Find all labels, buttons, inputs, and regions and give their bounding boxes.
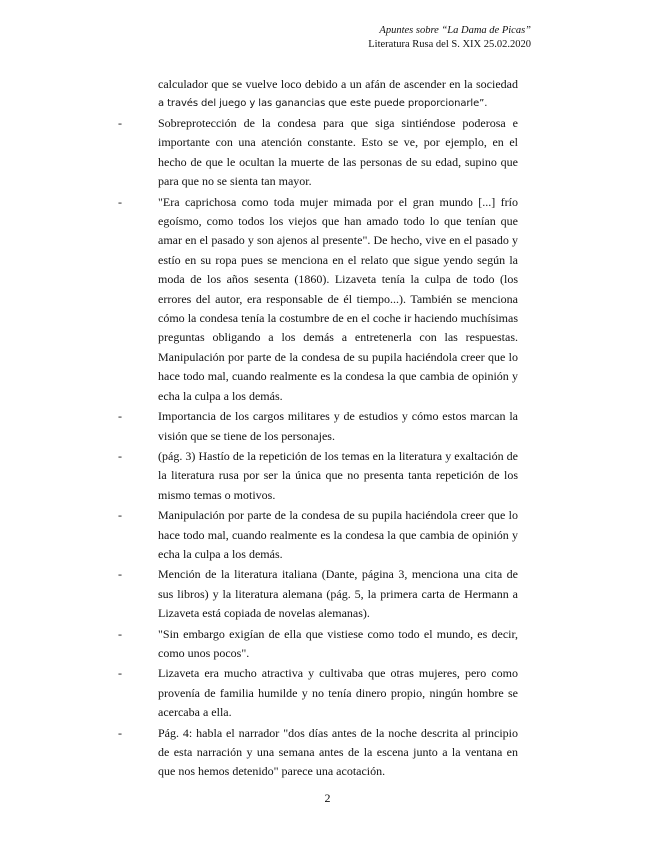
bullet-dash: - bbox=[118, 725, 122, 740]
list-item-text: Sobreprotección de la condesa para que siga sintiéndose poderosa e importante con una atención constante. Esto se ve, por ejemplo, en el hecho de que le ocultan la muerte de las personas de su edad, supino que para que no se sienta tan mayor. bbox=[158, 116, 518, 189]
continuation-text bbox=[158, 74, 518, 114]
header-title: Apuntes sobre “La Dama de Picas” bbox=[379, 25, 531, 36]
bullet-dash: - bbox=[118, 448, 122, 463]
bullet-dash: - bbox=[118, 194, 122, 209]
list-item bbox=[118, 193, 518, 406]
bullet-dash: - bbox=[118, 116, 122, 130]
continuation-line-1: calculador que se vuelve loco debido a un afán de ascender en la sociedad bbox=[158, 77, 518, 91]
list-item bbox=[118, 625, 518, 664]
list-item bbox=[118, 407, 518, 446]
list-item-text: "Sin embargo exigían de ella que vistiese como todo el mundo, es decir, como unos pocos". bbox=[158, 626, 518, 660]
page-number: 2 bbox=[324, 791, 331, 805]
bullet-dash: - bbox=[118, 567, 122, 582]
notes-list bbox=[118, 114, 518, 783]
list-item bbox=[118, 664, 518, 722]
list-item bbox=[118, 447, 518, 505]
list-item bbox=[118, 724, 518, 782]
page-header bbox=[368, 24, 531, 52]
list-item-text: Importancia de los cargos militares y de estudios y cómo estos marcan la visión que se tiene de los personajes. bbox=[158, 409, 518, 443]
list-item-text: Mención de la literatura italiana (Dante, página 3, menciona una cita de sus libros) y la literatura alemana (pág. 5, la primera carta de Hermann a Lizaveta está copiada de novelas alemanas). bbox=[158, 567, 518, 621]
bullet-dash: - bbox=[118, 666, 122, 681]
list-item-text: Pág. 4: habla el narrador "dos días antes de la noche descrita al principio de esta narración y una semana antes de la escena junto a la ventana en que nos hemos detenido" parece una acotación. bbox=[158, 725, 518, 779]
list-item-text: Manipulación por parte de la condesa de su pupila haciéndola creer que lo hace todo mal, cuando realmente es la condesa la que cambia de opinión y echa la culpa a los demás. bbox=[158, 508, 518, 561]
list-item bbox=[118, 565, 518, 623]
bullet-dash: - bbox=[118, 626, 122, 641]
bullet-dash: - bbox=[118, 409, 122, 424]
continuation-line-2: a través del juego y las ganancias que este puede proporcionarle”. bbox=[158, 98, 488, 109]
list-item bbox=[118, 506, 518, 564]
list-item bbox=[118, 114, 518, 192]
bullet-dash: - bbox=[118, 508, 122, 523]
list-item-text: Lizaveta era mucho atractiva y cultivaba que otras mujeres, pero como provenía de familia humilde y no tenía dinero propio, ningún hombre se acercaba a ella. bbox=[158, 666, 518, 720]
header-subtitle: Literatura Rusa del S. XIX 25.02.2020 bbox=[368, 39, 531, 50]
list-item-text: (pág. 3) Hastío de la repetición de los temas en la literatura y exaltación de la literatura rusa por ser la única que no presenta tanta repetición de los mismo temas o motivos. bbox=[158, 448, 518, 502]
list-item-text: "Era caprichosa como toda mujer mimada por el gran mundo [...] frío egoísmo, como todos los viejos que han amado todo lo que tenían que amar en el pasado y son ajenos al presente". De hecho, vive en el pasado y estío en su ropa pues se menciona en el relato que sigue yendo según la moda de los años sesenta (1860). Lizaveta tenía la culpa de todo (los errores del autor, era responsable de él tiempo...). También se menciona cómo la condesa tenía la costumbre de en el coche ir haciendo muchísimas preguntas obligando a los demás a entretenerla con las respuestas. Manipulación por parte de la condesa de su pupila haciéndola creer que lo hace todo mal, cuando realmente es la condesa la que cambia de opinión y echa la culpa a los demás. bbox=[158, 194, 518, 403]
